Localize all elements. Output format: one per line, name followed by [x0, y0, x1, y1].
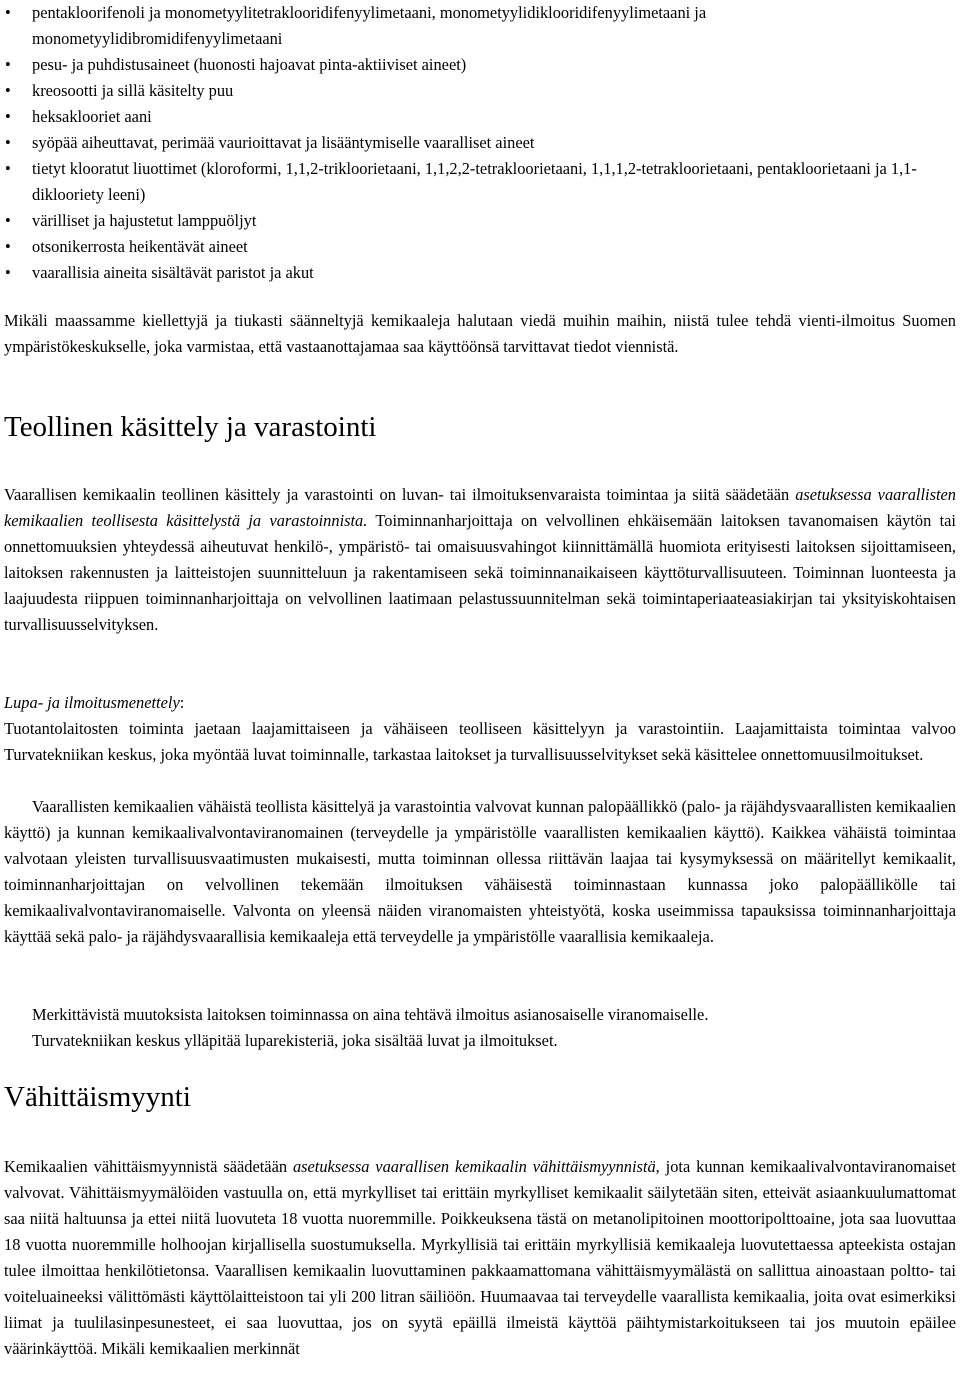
production-facilities-paragraph: Tuotantolaitosten toiminta jaetaan laajamittaiseen ja vähäiseen teolliseen käsittelyyn ja varastointiin. Laajamittaista toimintaa valvoo Turvatekniikan keskus, joka myöntää luvat toiminnalle, tarkastaa laitokset ja turvallisuusselvitykset sekä käsittelee onnettomuusilmoitukset. [4, 719, 956, 764]
list-item: • pesu- ja puhdistusaineet (huonosti hajoavat pinta-aktiiviset aineet) [0, 52, 960, 78]
permit-procedure-subheading: Lupa- ja ilmoitusmenettely: [4, 693, 185, 712]
bullet-icon: • [5, 211, 11, 230]
industrial-handling-paragraph: Vaarallisen kemikaalin teollinen käsittely ja varastointi on luvan- tai ilmoituksenvaraista toimintaa ja siitä säädetään asetuksessa vaarallisten kemikaalien teollisesta käsittelystä ja varastoinnista. Toiminnanharjoittaja on velvollinen ehkäisemään laitoksen tavanomaisen käytön tai onnettomuuksien yhteydessä aiheutuvat henkilö-, ympäristö- tai omaisuusvahingot kiinnittämällä huomiota erityisesti laitoksen sijoittamiseen, laitoksen rakennusten ja laitteistojen suunnitteluun ja rakentamiseen sekä toiminnanaikaiseen käyttöturvallisuuteen. Toiminnan luonteesta ja laajuudesta riippuen toiminnanharjoittaja on velvollinen laatimaan pelastussuunnitelman sekä toimintaperiaateasiakirjan tai yksityiskohtaisen turvallisuusselvityksen. [4, 485, 956, 634]
list-item: • värilliset ja hajustetut lamppuöljyt [0, 208, 960, 234]
regulation-title: asetuksessa vaarallisten kemikaalien teollisesta käsittelystä ja varastoinnista. [4, 485, 956, 530]
list-item: • tietyt klooratut liuottimet (kloroformi, 1,1,2-trikloorietaani, 1,1,2,2-tetrakloorietaani, 1,1,1,2-tetrakloorietaani, pentakloorietaani ja 1,1-diklooriety leeni) [0, 156, 960, 208]
bullet-icon: • [5, 55, 11, 74]
list-item: • heksaklooriet aani [0, 104, 960, 130]
bullet-icon: • [5, 159, 11, 178]
retail-paragraph: Kemikaalien vähittäismyynnistä säädetään asetuksessa vaarallisen kemikaalin vähittäismyynnistä, jota kunnan kemikaalivalvontaviranomaiset valvovat. Vähittäismyymälöiden vastuulla on, että myrkylliset tai erittäin myrkylliset kemikaalit säilytetään siten, etteivät asiaankuulumattomat saa niitä haltuunsa ja ettei niitä luovuteta 18 vuotta nuoremmille. Poikkeuksena tästä on metanolipitoinen moottoripolttoaine, jota saa luovuttaa 18 vuotta nuoremmille holhoojan kirjallisella suostumuksella. Myrkyllisiä tai erittäin myrkyllisiä kemikaaleja luovutettaessa apteekista ostajan tulee ilmoittaa henkilötietonsa. Vaarallisen kemikaalin luovuttaminen pakkaamattomana vähittäismyymälästä on sallittua ainoastaan poltto- tai voiteluaineeksi välittömästi käyttölaitteistoon tai yli 200 litran säiliöön. Huumaavaa tai terveydelle vaarallista kemikaalia, joita ovat esimerkiksi liimat ja tuulilasinpesunesteet, ei saa luovuttaa, jos on syytä epäillä ilmeistä käyttöä päihtymistarkoitukseen tai jos muutoin epäilee väärinkäyttöä. Mikäli kemikaalien merkinnät [4, 1157, 956, 1358]
list-item: • kreosootti ja sillä käsitelty puu [0, 78, 960, 104]
bullet-icon: • [5, 133, 11, 152]
bullet-icon: • [5, 263, 11, 282]
section-heading-retail: Vähittäismyynti [4, 1081, 191, 1113]
minor-handling-paragraph: Vaarallisten kemikaalien vähäistä teollista käsittelyä ja varastointia valvovat kunnan palopäällikkö (palo- ja räjähdysvaarallisten kemikaalien käyttö) ja kunnan kemikaalivalvontaviranomainen (terveydelle ja ympäristölle vaarallisten kemikaalien käyttö). Kaikkea vähäistä toimintaa valvotaan yleisten turvallisuusvaatimusten mukaisesti, mutta toiminnan ollessa riittävän laajaa tai kysymyksessä on määritellyt kemikaalit, toiminnanharjoittajan on velvollinen tekemään ilmoituksen vähäisestä toiminnastaan kunnassa joko palopäällikölle tai kemikaalivalvontaviranomaiselle. Valvonta on yleensä näiden viranomaisten yhteistyötä, koska useimmissa tapauksissa toiminnanharjoittaja käyttää sekä palo- ja räjähdysvaarallisia kemikaaleja että terveydelle ja ympäristölle vaarallisia kemikaaleja. [4, 797, 956, 946]
list-item: • pentakloorifenoli ja monometyylitetraklooridifenyylimetaani, monometyylidiklooridifenyylimetaani ja monometyylidibromidifenyylimetaani [0, 0, 960, 52]
bullet-icon: • [5, 107, 11, 126]
bullet-icon: • [5, 81, 11, 100]
list-item: • vaarallisia aineita sisältävät paristot ja akut [0, 260, 960, 286]
bullet-icon: • [5, 237, 11, 256]
permit-register-paragraph: Turvatekniikan keskus ylläpitää luparekisteriä, joka sisältää luvat ja ilmoitukset. [32, 1031, 558, 1050]
changes-notice-paragraph: Merkittävistä muutoksista laitoksen toiminnassa on aina tehtävä ilmoitus asianosaiselle viranomaiselle. [32, 1005, 709, 1024]
bullet-icon: • [5, 3, 11, 22]
list-item: • syöpää aiheuttavat, perimää vaurioittavat ja lisääntymiselle vaaralliset aineet [0, 130, 960, 156]
export-notice-paragraph: Mikäli maassamme kiellettyjä ja tiukasti säänneltyjä kemikaaleja halutaan viedä muihin maihin, niistä tulee tehdä vienti-ilmoitus Suomen ympäristökeskukselle, joka varmistaa, että vastaanottajamaa saa käyttöönsä tarvittavat tiedot viennistä. [4, 311, 956, 356]
regulation-title: asetuksessa vaarallisen kemikaalin vähittäismyynnistä [292, 1157, 656, 1176]
list-item: • otsonikerrosta heikentävät aineet [0, 234, 960, 260]
banned-substances-list [0, 0, 960, 286]
section-heading-industrial-handling: Teollinen käsittely ja varastointi [4, 411, 377, 443]
